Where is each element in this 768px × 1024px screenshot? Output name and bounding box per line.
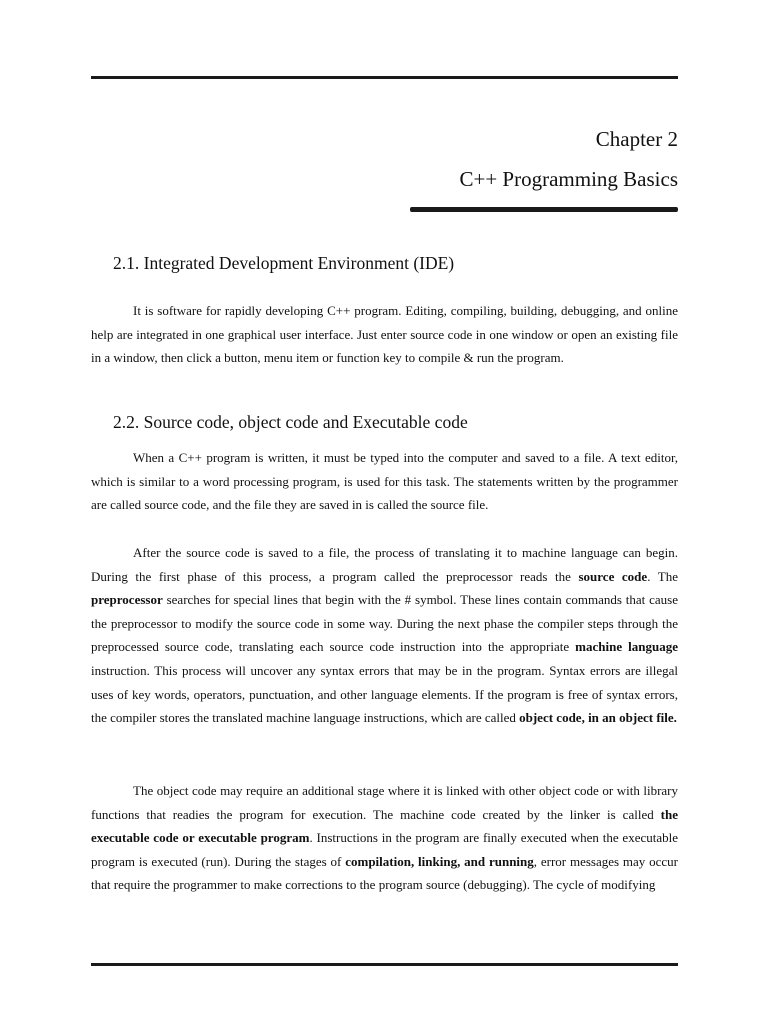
paragraph-text: . The	[647, 568, 678, 584]
term-source-code: source code	[578, 568, 648, 584]
section-heading-source-object-code: 2.2. Source code, object code and Executable code	[113, 412, 468, 432]
term-machine-language: machine language	[575, 639, 678, 655]
chapter-title-underline	[410, 207, 678, 212]
paragraph-linking-execution	[91, 779, 678, 897]
paragraph-ide-description: It is software for rapidly developing C++ program. Editing, compiling, building, debugging, and online help are integrated in one graphical user interface. Just enter source code in one window or open an existing file in a window, then click a button, menu item or function key to compile & run the program.	[91, 303, 678, 366]
paragraph-text: After the source code is saved to a file, the process of translating it to machine language can begin. During the first phase of this process, a program called the preprocessor reads the	[91, 545, 678, 584]
paragraph-translation-process	[91, 541, 678, 730]
term-object-code: object code, in an object file.	[519, 710, 677, 726]
section-heading-ide: 2.1. Integrated Development Environment (IDE)	[113, 253, 455, 273]
paragraph-text: instruction. This process will uncover any syntax errors that may be in the program. Syntax errors are illegal uses of key words, operators, punctuation, and other language elements. If the program is free of syntax errors, the compiler stores the translated machine language instructions, which are called	[91, 662, 678, 726]
paragraph-source-code-intro: When a C++ program is written, it must be typed into the computer and saved to a file. A text editor, which is similar to a word processing program, is used for this task. The statements written by the programmer are called source code, and the file they are saved in is called the source file.	[91, 450, 678, 513]
chapter-title: C++ Programming Basics	[459, 167, 678, 191]
bottom-horizontal-rule	[91, 963, 678, 966]
term-preprocessor: preprocessor	[91, 592, 163, 608]
term-compilation-linking-running: compilation, linking, and running	[345, 853, 534, 869]
term-executable-program: the executable code or executable program	[91, 806, 678, 846]
paragraph-text: The object code may require an additional stage where it is linked with other object code or with library functions that readies the program for execution. The machine code created by the linker is called	[91, 783, 678, 822]
top-horizontal-rule	[91, 76, 678, 79]
chapter-number: Chapter 2	[595, 127, 678, 151]
paragraph-text: , error messages may occur that require the programmer to make corrections to the program source (debugging). The cycle of modifying	[91, 853, 679, 893]
paragraph-text: searches for special lines that begin with the # symbol. These lines contain commands that cause the preprocessor to modify the source code in some way. During the next phase the compiler steps through the preprocessed source code, translating each source code instruction into the appropriate	[91, 592, 678, 655]
paragraph-text: . Instructions in the program are finally executed when the executable program is executed (run). During the stages of	[91, 830, 678, 869]
